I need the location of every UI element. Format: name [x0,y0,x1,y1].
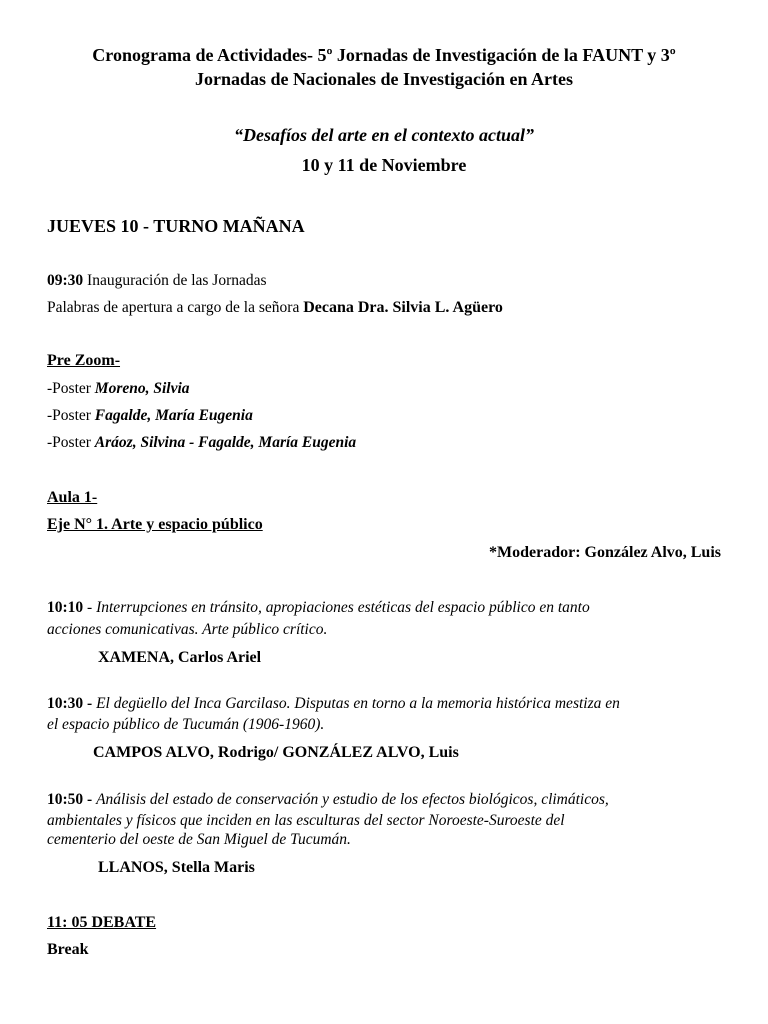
poster-item [47,434,356,452]
debate-heading: 11: 05 DEBATE [47,914,157,931]
poster-authors: Fagalde, María Eugenia [94,407,253,424]
event-dates: 10 y 11 de Noviembre [301,155,467,175]
opening-speech-prefix: Palabras de apertura a cargo de la señora [47,299,304,316]
talk-title: Interrupciones en tránsito, apropiaciones estéticas del espacio público en tanto [96,599,590,616]
pre-zoom-heading: Pre Zoom- [47,352,121,369]
talk-title-line: ambientales y físicos que inciden en las esculturas del sector Noroeste-Suroeste del [47,812,565,829]
talk-time: 10:10 [47,599,84,616]
opening-line [47,272,267,290]
talk-authors: CAMPOS ALVO, Rodrigo/ GONZÁLEZ ALVO, Luis [93,744,459,761]
talk-title-line: el espacio público de Tucumán (1906-1960). [47,716,325,733]
poster-item [47,380,190,398]
talk-time: 10:50 - [47,791,93,808]
talk-time: 10:30 - [47,695,93,712]
document-title-line-1: Cronograma de Actividades- 5º Jornadas de Investigación de la FAUNT y 3º [92,45,676,65]
talk-title: Análisis del estado de conservación y estudio de los efectos biológicos, climáticos, [96,791,609,808]
poster-authors: Moreno, Silvia [94,380,190,397]
talk-title-line [47,791,609,809]
session-axis: Eje N° 1. Arte y espacio público [47,516,263,533]
talk-title-line [47,695,620,713]
talk-authors: LLANOS, Stella Maris [98,859,255,876]
talk-title-line: cementerio del oeste de San Miguel de Tucumán. [47,831,351,848]
session-room: Aula 1- [47,489,98,506]
poster-prefix: -Poster [47,407,95,424]
opening-title: Inauguración de las Jornadas [83,272,267,289]
poster-prefix: -Poster [47,434,95,451]
poster-authors: Aráoz, Silvina - Fagalde, María Eugenia [94,434,357,451]
talk-title-line: acciones comunicativas. Arte público crítico. [47,621,328,638]
opening-speech-line [47,299,503,317]
opening-time: 09:30 [47,272,84,289]
talk-title: El degüello del Inca Garcilaso. Disputas en torno a la memoria histórica mestiza en [96,695,620,712]
talk-separator: - [83,599,97,616]
break-label: Break [47,941,89,958]
poster-item [47,407,253,425]
event-motto: “Desafíos del arte en el contexto actual” [234,125,534,145]
talk-authors: XAMENA, Carlos Ariel [98,649,262,666]
opening-speaker: Decana Dra. Silvia L. Agüero [303,299,503,316]
document-title-line-2: Jornadas de Nacionales de Investigación en Artes [195,69,573,89]
session-moderator: *Moderador: González Alvo, Luis [489,544,721,561]
poster-prefix: -Poster [47,380,95,397]
day-heading: JUEVES 10 - TURNO MAÑANA [47,216,305,236]
talk-title-line [47,599,590,617]
